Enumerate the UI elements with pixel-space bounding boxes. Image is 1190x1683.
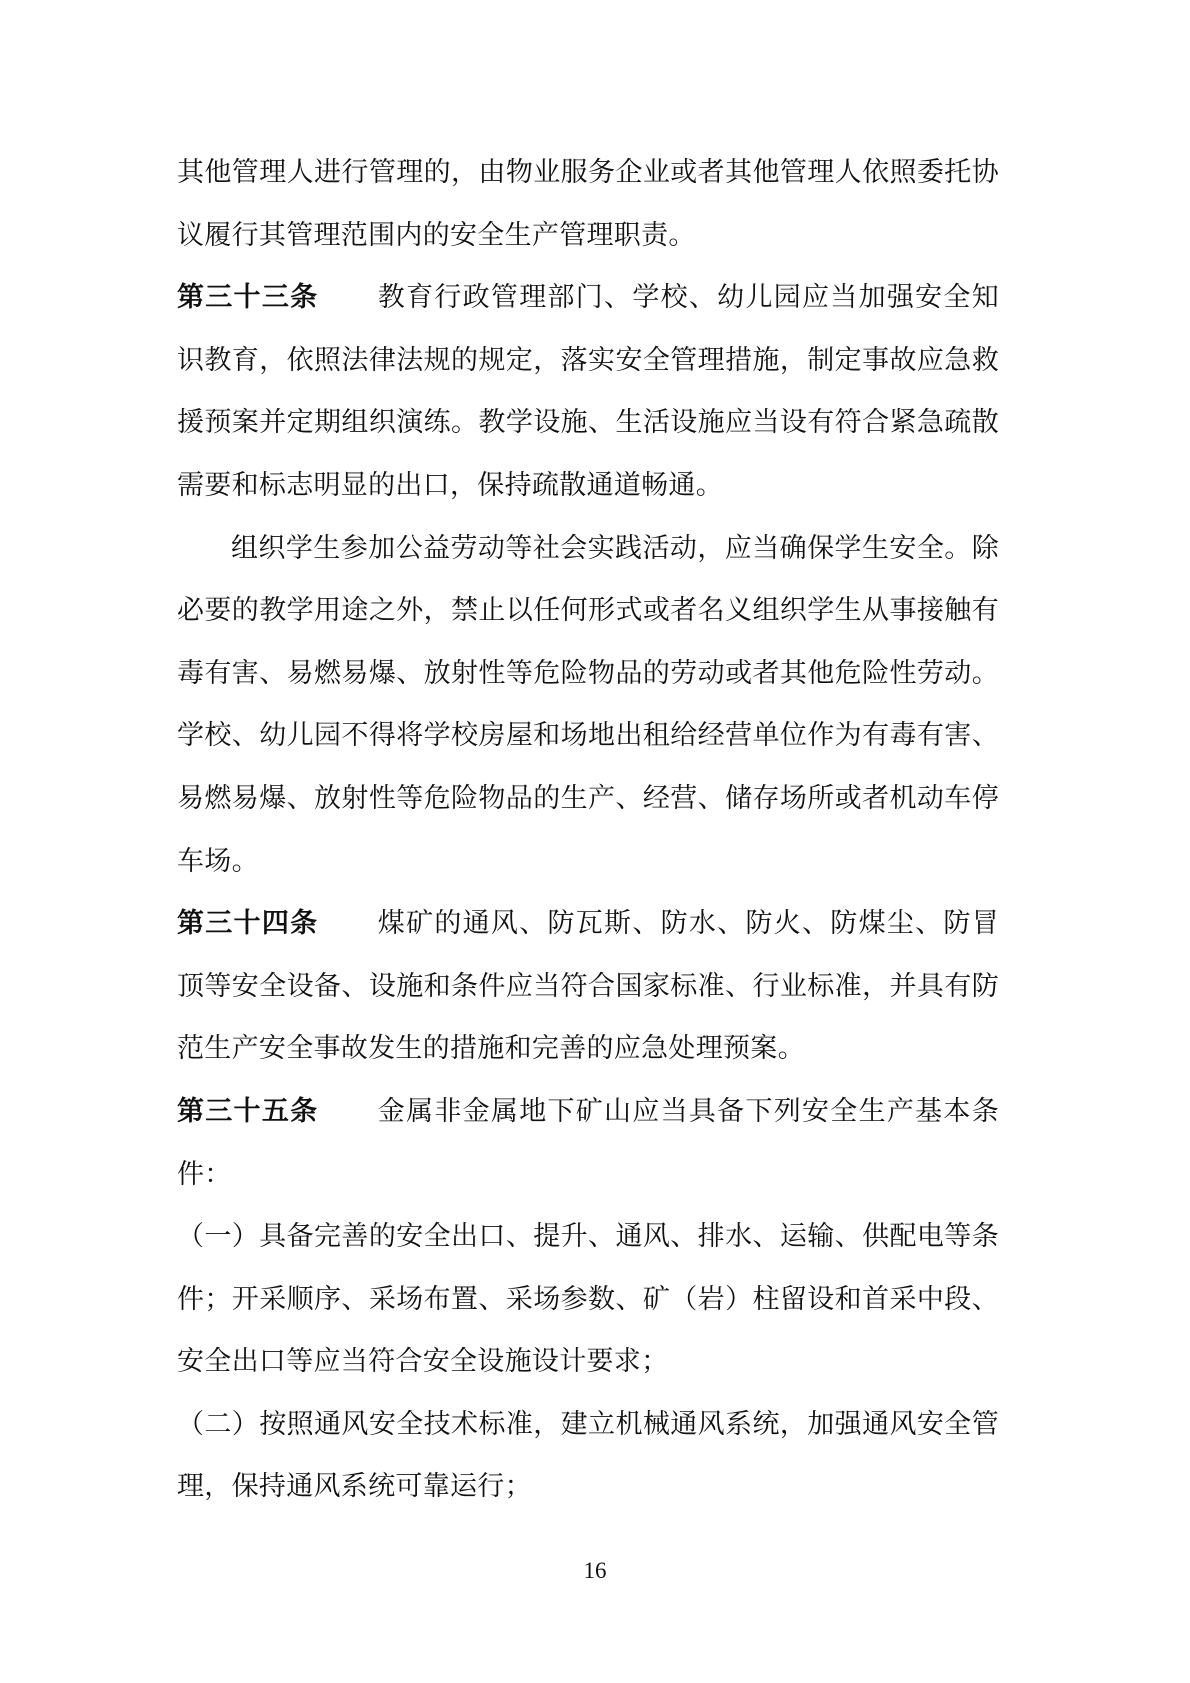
paragraph-article-33 [177, 266, 999, 516]
article-33-text: 教育行政管理部门、学校、幼儿园应当加强安全知识教育，依照法律法规的规定，落实安全管理措施，制定事故应急救援预案并定期组织演练。教学设施、生活设施应当设有符合紧急疏散需要和标志明显的出口，保持疏散通道畅通。 [177, 282, 999, 500]
page-number: 16 [583, 1558, 607, 1583]
paragraph-text: 组织学生参加公益劳动等社会实践活动，应当确保学生安全。除必要的教学用途之外，禁止以任何形式或者名义组织学生从事接触有毒有害、易燃易爆、放射性等危险物品的劳动或者其他危险性劳动。学校、幼儿园不得将学校房屋和场地出租给经营单位作为有毒有害、易燃易爆、放射性等危险物品的生产、经营、储存场所或者机动车停车场。 [177, 532, 999, 876]
article-35-number: 第三十五条 [177, 1095, 319, 1126]
paragraph-article-35-item-1 [177, 1205, 999, 1393]
text-block [177, 141, 999, 1518]
paragraph-article-33-clause-2 [177, 517, 999, 893]
article-35-text: 金属非金属地下矿山应当具备下列安全生产基本条件： [177, 1095, 999, 1189]
paragraph-continuation [177, 141, 999, 266]
article-33-number: 第三十三条 [177, 282, 319, 313]
paragraph-article-34 [177, 892, 999, 1080]
article-34-text: 煤矿的通风、防瓦斯、防水、防火、防煤尘、防冒顶等安全设备、设施和条件应当符合国家标准、行业标准，并具有防范生产安全事故发生的措施和完善的应急处理预案。 [177, 908, 999, 1064]
article-34-number: 第三十四条 [177, 908, 319, 939]
item-1-text: （一）具备完善的安全出口、提升、通风、排水、运输、供配电等条件；开采顺序、采场布置、采场参数、矿（岩）柱留设和首采中段、安全出口等应当符合安全设施设计要求； [177, 1221, 999, 1377]
paragraph-text: 其他管理人进行管理的，由物业服务企业或者其他管理人依照委托协议履行其管理范围内的安全生产管理职责。 [177, 157, 999, 250]
item-2-text: （二）按照通风安全技术标准，建立机械通风系统，加强通风安全管理，保持通风系统可靠运行； [177, 1408, 999, 1502]
paragraph-article-35 [177, 1080, 999, 1205]
paragraph-article-35-item-2 [177, 1393, 999, 1518]
